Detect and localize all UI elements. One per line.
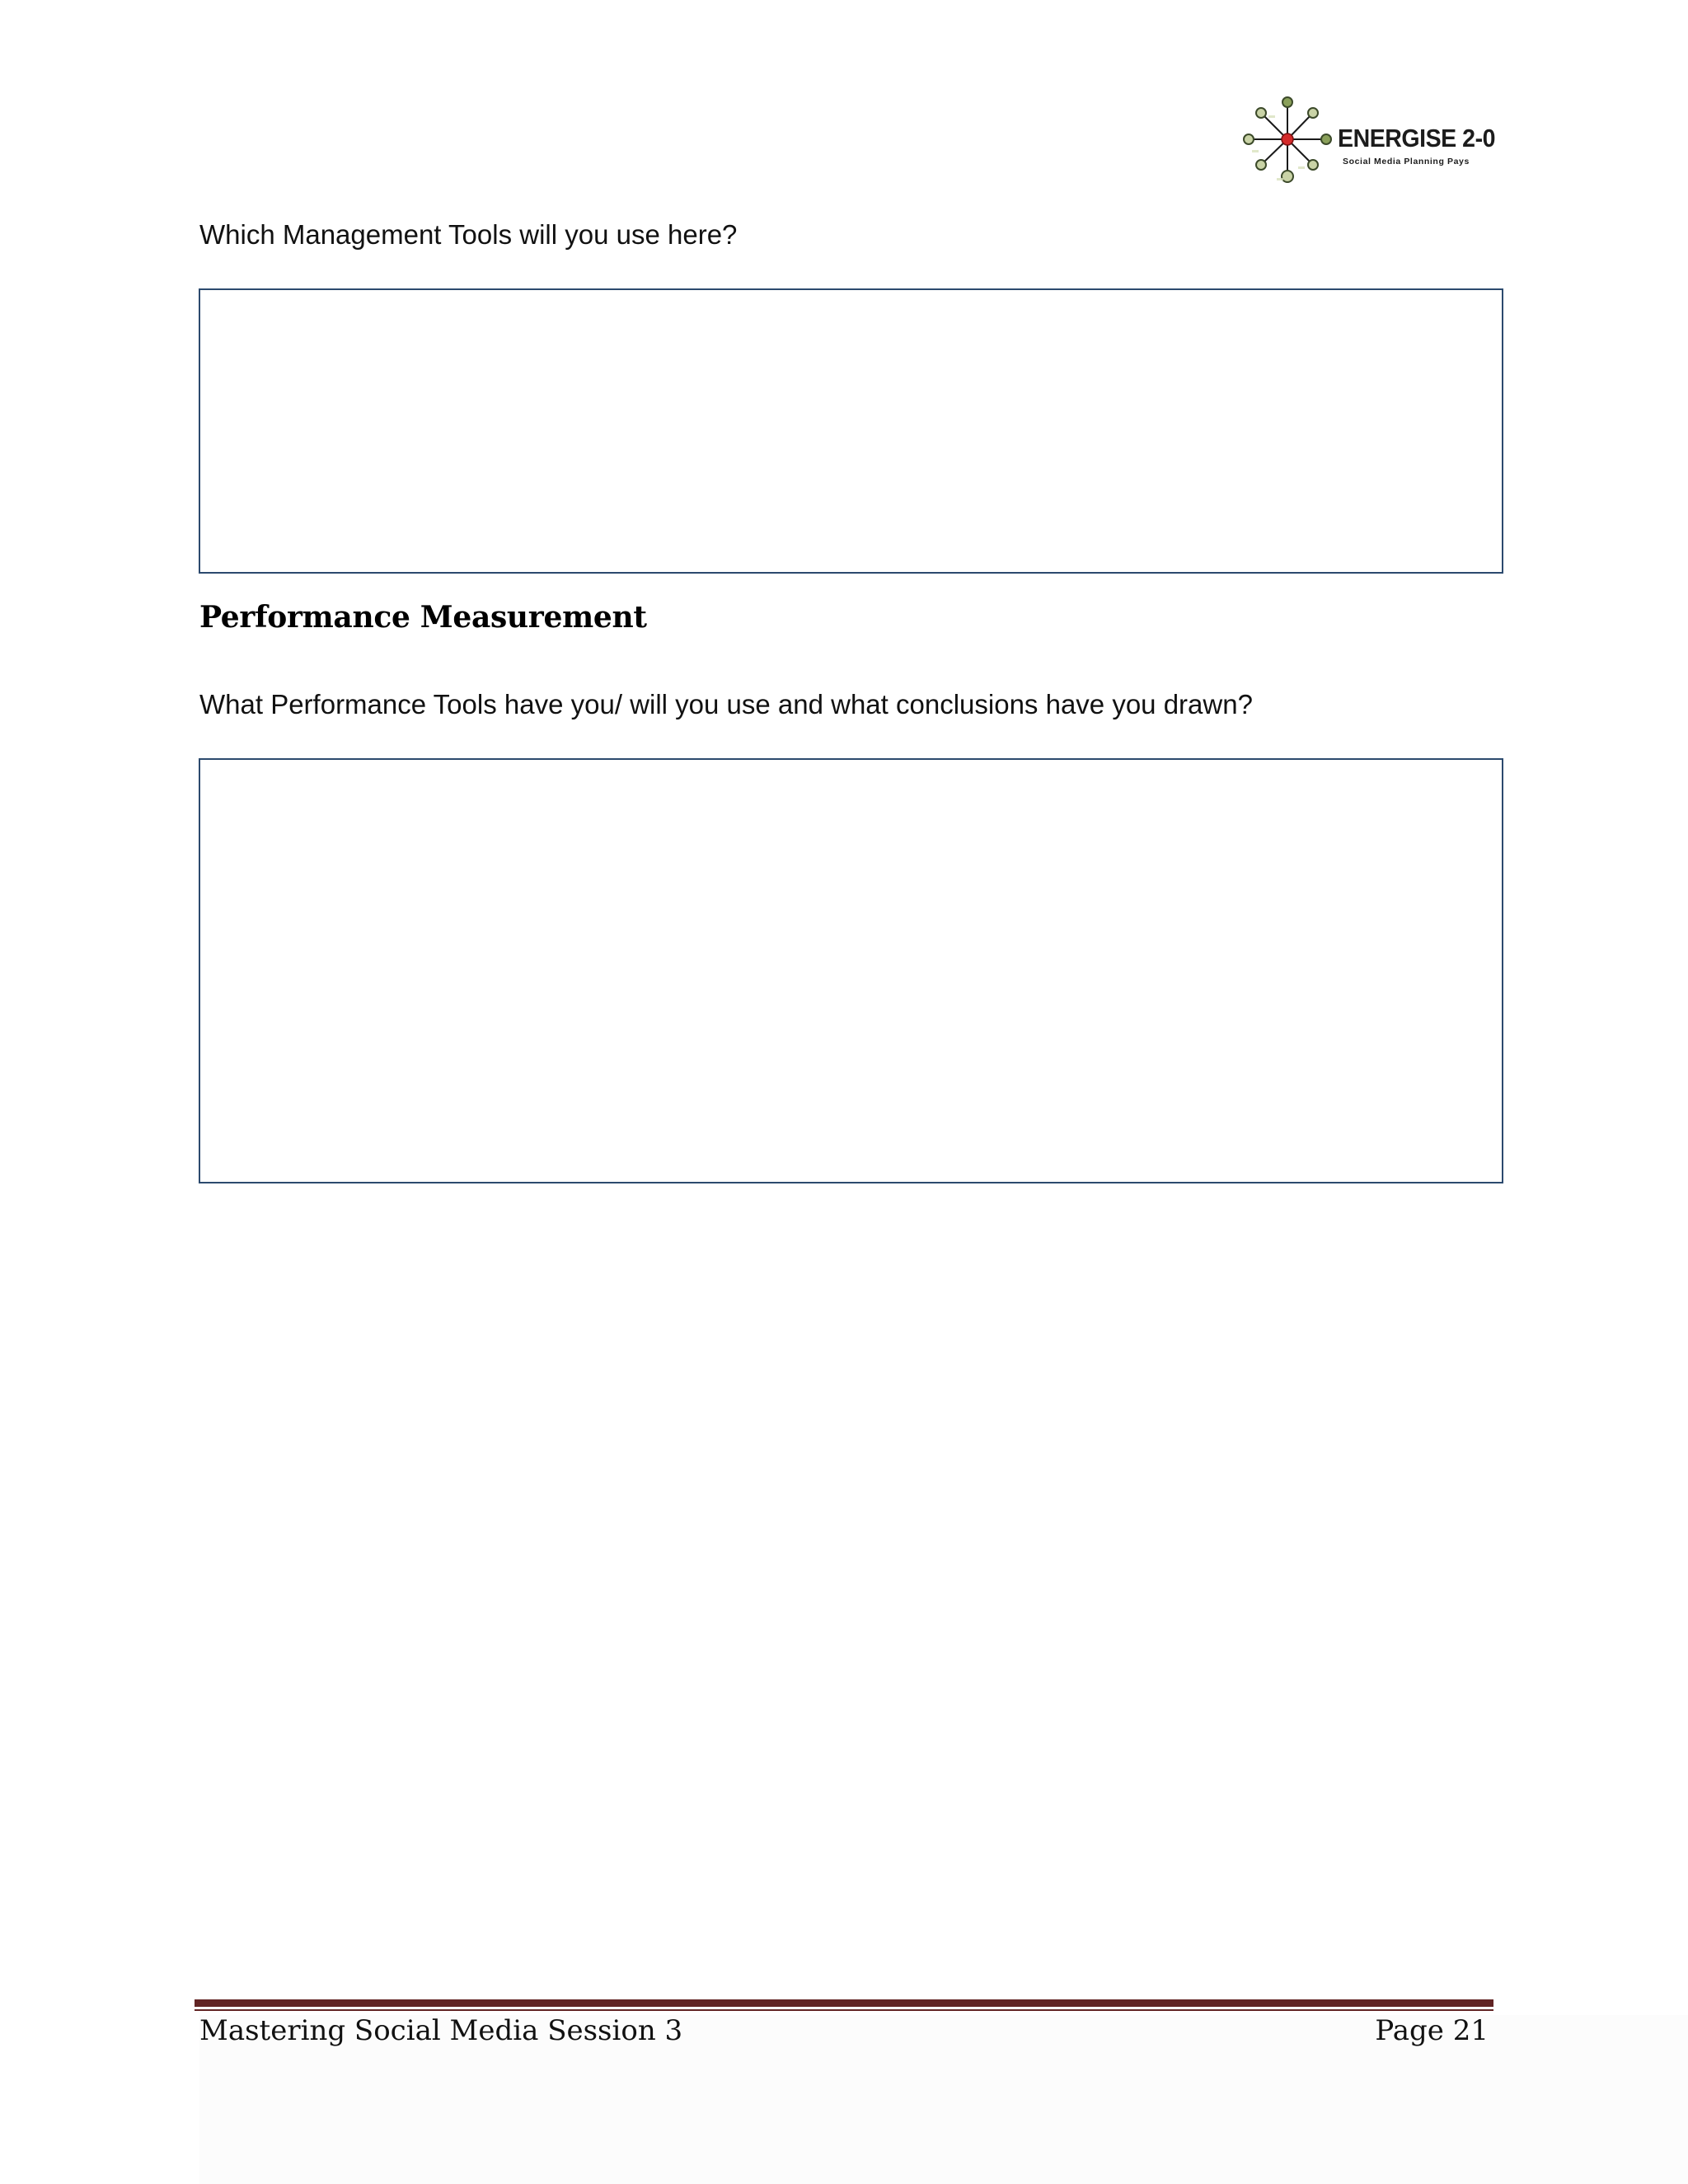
management-tools-answer-box[interactable] [199, 288, 1503, 574]
page-number: Page 21 [1375, 2014, 1489, 2047]
energise-logo [1240, 92, 1512, 187]
footer-rule-thin [195, 2009, 1493, 2011]
footer-rule [195, 1999, 1493, 2007]
footer-title: Mastering Social Media Session 3 [199, 2014, 683, 2047]
performance-tools-question: What Performance Tools have you/ will you use and what conclusions have you drawn? [199, 689, 1253, 719]
network-hub-icon [1240, 92, 1338, 187]
management-tools-question: Which Management Tools will you use here? [199, 219, 738, 250]
performance-tools-answer-box[interactable] [199, 758, 1503, 1183]
logo-title: ENERGISE 2-0 [1338, 124, 1496, 152]
section-heading: Performance Measurement [199, 600, 647, 635]
logo-tagline: Social Media Planning Pays [1343, 157, 1470, 166]
